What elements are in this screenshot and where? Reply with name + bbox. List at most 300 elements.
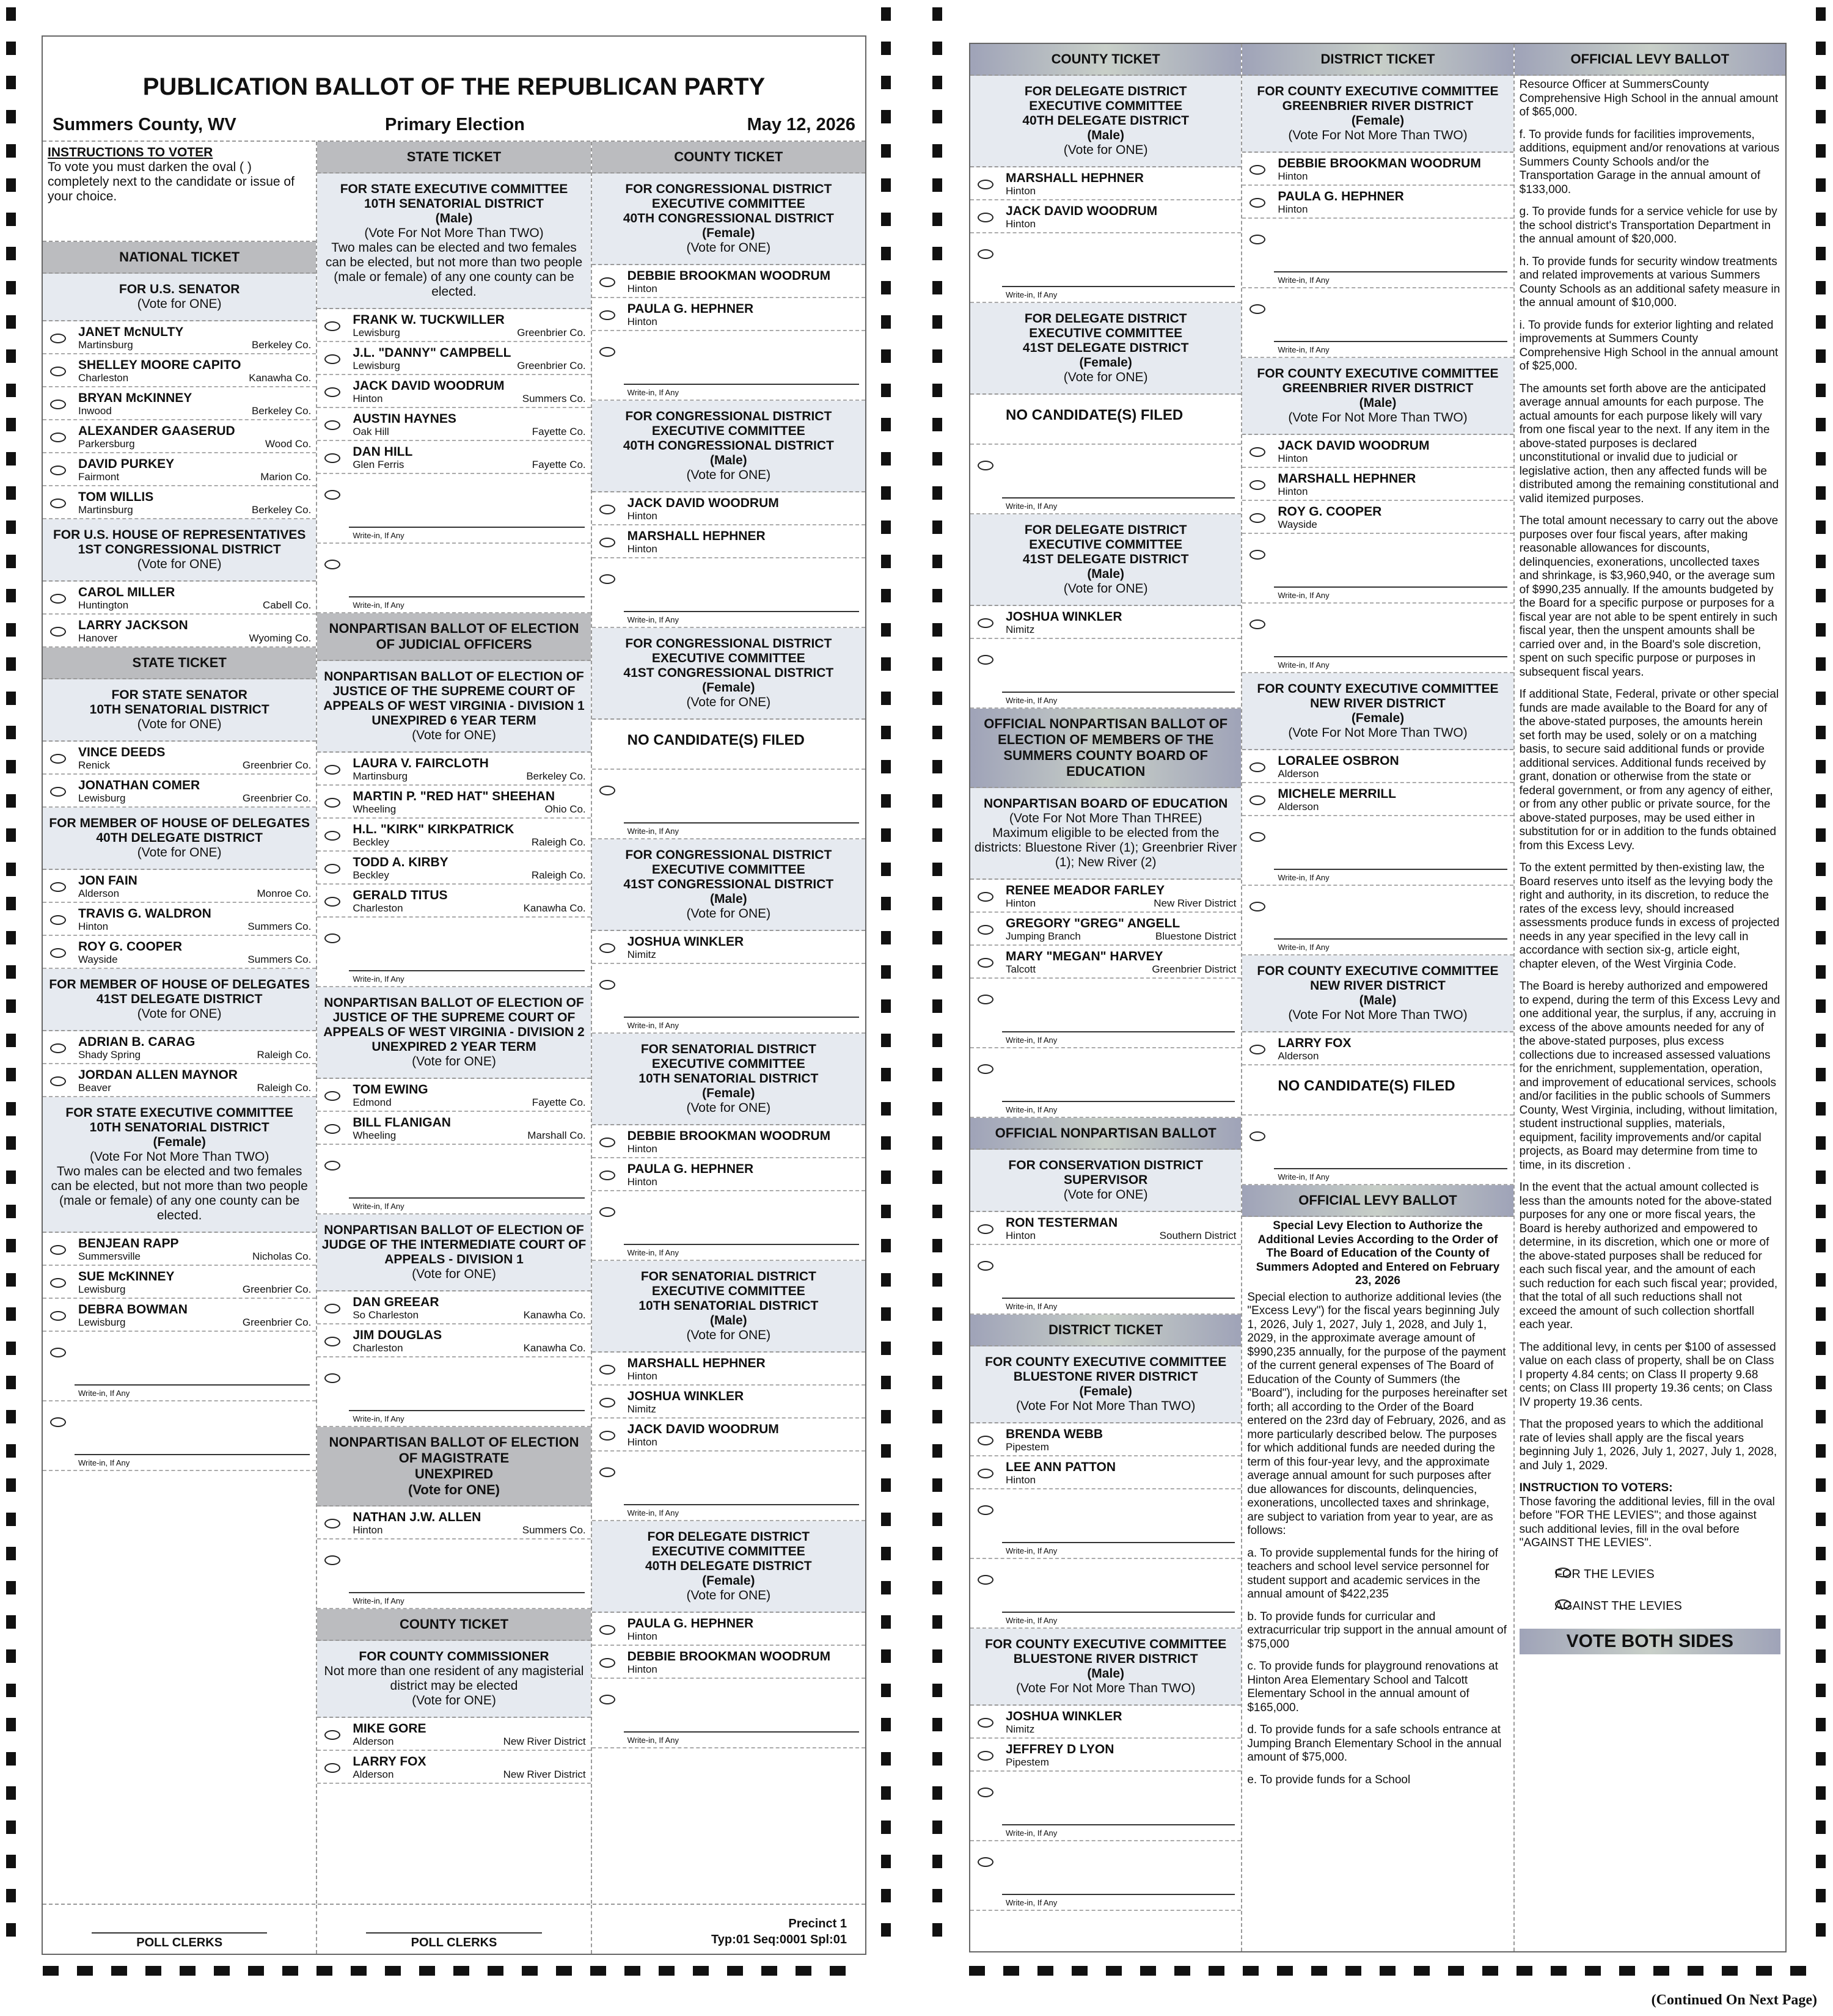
write-in-line[interactable]: [1274, 938, 1507, 940]
timing-mark: [282, 1966, 298, 1976]
candidate-row[interactable]: [970, 1456, 1241, 1489]
vote-oval[interactable]: [978, 1751, 993, 1761]
vote-oval[interactable]: [50, 1076, 66, 1086]
candidate-county: New River District: [503, 1736, 586, 1747]
candidate-city: Alderson: [1278, 1050, 1319, 1062]
candidate-row[interactable]: [1242, 435, 1513, 468]
vote-oval[interactable]: [324, 1373, 340, 1383]
vote-oval[interactable]: [324, 1555, 340, 1565]
write-in-line[interactable]: [1002, 1101, 1235, 1102]
vote-oval[interactable]: [978, 213, 993, 222]
candidate-row[interactable]: [317, 309, 590, 342]
vote-oval[interactable]: [324, 321, 340, 331]
candidate-row[interactable]: [317, 1324, 590, 1357]
write-in-line[interactable]: [624, 611, 859, 612]
candidate-row[interactable]: [592, 1353, 865, 1386]
write-in-row[interactable]: [970, 1559, 1241, 1629]
candidate-row[interactable]: [43, 453, 316, 486]
candidate-row[interactable]: [43, 615, 316, 648]
office-title: NONPARTISAN BALLOT OF ELECTION OF JUDGE OF THE INTERMEDIATE COURT OF APPEALS - DIVISION 1: [321, 1223, 587, 1266]
candidate-row[interactable]: [317, 1079, 590, 1112]
vote-oval[interactable]: [324, 933, 340, 943]
timing-mark: [6, 7, 16, 21]
section-header: NATIONAL TICKET: [43, 242, 316, 274]
office-title: FOR U.S. SENATOR: [119, 282, 240, 296]
vote-oval[interactable]: [1249, 513, 1265, 523]
office-title-block: [592, 1261, 865, 1353]
candidate-row[interactable]: [970, 880, 1241, 913]
vote-oval[interactable]: [978, 1718, 993, 1728]
write-in-line[interactable]: [1002, 1542, 1235, 1543]
vote-oval[interactable]: [978, 249, 993, 259]
for-levies-choice[interactable]: [1520, 1559, 1780, 1591]
candidate-row[interactable]: [317, 408, 590, 441]
vote-oval[interactable]: [1249, 832, 1265, 842]
vote-oval[interactable]: [1249, 447, 1265, 457]
vote-oval[interactable]: [324, 897, 340, 907]
timing-mark: [6, 726, 16, 739]
vote-oval[interactable]: [978, 618, 993, 628]
candidate-row[interactable]: [43, 1233, 316, 1266]
timing-mark: [881, 1923, 891, 1937]
write-in-row[interactable]: [970, 1489, 1241, 1559]
candidate-city: Hinton: [627, 1436, 657, 1448]
timing-mark: [6, 931, 16, 944]
vote-oval[interactable]: [324, 864, 340, 874]
candidate-row[interactable]: [970, 913, 1241, 946]
candidate-row[interactable]: [43, 321, 316, 354]
timing-mark: [1174, 1966, 1190, 1976]
candidate-row[interactable]: [317, 1112, 590, 1145]
write-in-line[interactable]: [1002, 1612, 1235, 1613]
timing-mark: [881, 178, 891, 192]
candidate-row[interactable]: [970, 1212, 1241, 1245]
write-in-row[interactable]: [970, 445, 1241, 514]
candidate-row[interactable]: [1242, 750, 1513, 783]
vote-oval[interactable]: [599, 943, 615, 953]
vote-oval[interactable]: [599, 277, 615, 287]
section-header: NONPARTISAN BALLOT OF ELECTION OF JUDICIAL OFFICERS: [317, 613, 590, 661]
vote-oval[interactable]: [599, 980, 615, 990]
vote-oval[interactable]: [978, 1064, 993, 1074]
candidate-row[interactable]: [43, 486, 316, 519]
write-in-label: Write-in, If Any: [78, 1389, 130, 1398]
vote-oval[interactable]: [50, 334, 66, 343]
candidate-row[interactable]: [317, 786, 590, 819]
vote-oval[interactable]: [1249, 235, 1265, 244]
write-in-row[interactable]: [592, 1452, 865, 1521]
candidate-row[interactable]: [592, 1158, 865, 1191]
candidate-city: Hinton: [353, 393, 383, 404]
candidate-row[interactable]: [43, 387, 316, 420]
candidate-city: Hinton: [78, 921, 109, 932]
candidate-row[interactable]: [317, 375, 590, 408]
vote-oval[interactable]: [599, 1467, 615, 1477]
timing-mark: [6, 42, 16, 55]
candidate-county: Greenbrier Co.: [242, 1284, 312, 1295]
vote-oval[interactable]: [324, 1091, 340, 1101]
candidate-row[interactable]: [1242, 186, 1513, 219]
candidate-row[interactable]: [317, 342, 590, 375]
candidate-city: Lewisburg: [78, 1284, 126, 1295]
candidate-name: LAURA V. FAIRCLOTH: [353, 756, 489, 770]
vote-oval[interactable]: [50, 466, 66, 475]
candidate-row[interactable]: [317, 885, 590, 918]
candidate-row[interactable]: [317, 1751, 590, 1784]
timing-mark: [881, 794, 891, 808]
timing-mark: [932, 452, 942, 466]
ballot-column-4: [970, 44, 1242, 1951]
candidate-city: Jumping Branch: [1006, 930, 1081, 942]
vote-oval[interactable]: [978, 655, 993, 665]
vote-oval[interactable]: [50, 594, 66, 604]
timing-mark: [881, 452, 891, 466]
timing-mark: [932, 1889, 942, 1902]
vote-oval[interactable]: [324, 420, 340, 430]
candidate-row[interactable]: [1242, 783, 1513, 816]
timing-mark: [6, 897, 16, 910]
vote-oval[interactable]: [599, 347, 615, 357]
vote-oval[interactable]: [50, 1417, 66, 1427]
write-in-row[interactable]: [317, 1145, 590, 1214]
write-in-line[interactable]: [1002, 1894, 1235, 1895]
vote-oval[interactable]: [1249, 480, 1265, 490]
vote-oval[interactable]: [599, 310, 615, 320]
vote-oval[interactable]: [1249, 902, 1265, 911]
vote-oval[interactable]: [1249, 550, 1265, 560]
timing-mark: [111, 1966, 127, 1976]
candidate-row[interactable]: [592, 931, 865, 964]
write-in-line[interactable]: [349, 527, 584, 528]
write-in-line[interactable]: [1002, 692, 1235, 693]
vote-oval[interactable]: [50, 1311, 66, 1321]
vote-oval[interactable]: [599, 1365, 615, 1375]
candidate-name: MARSHALL HEPHNER: [627, 529, 766, 543]
candidate-city: Hinton: [627, 543, 657, 555]
vote-oval[interactable]: [324, 453, 340, 463]
vote-oval[interactable]: [1249, 1045, 1265, 1054]
write-in-label: Write-in, If Any: [1278, 276, 1330, 285]
vote-oval[interactable]: [599, 1625, 615, 1635]
write-in-row[interactable]: [592, 331, 865, 401]
candidate-row[interactable]: [43, 1031, 316, 1064]
candidate-row[interactable]: [970, 200, 1241, 233]
vote-oval[interactable]: [324, 490, 340, 500]
candidate-row[interactable]: [317, 1507, 590, 1539]
write-in-line[interactable]: [1274, 586, 1507, 588]
write-in-line[interactable]: [1002, 1031, 1235, 1032]
write-in-row[interactable]: [592, 1679, 865, 1748]
write-in-line[interactable]: [624, 1504, 859, 1505]
vote-oval[interactable]: [978, 995, 993, 1004]
write-in-row[interactable]: [970, 979, 1241, 1048]
vote-oval[interactable]: [1249, 619, 1265, 629]
office-title: FOR DELEGATE DISTRICT EXECUTIVE COMMITTEE 40TH DELEGATE DISTRICT (Male): [1022, 84, 1189, 142]
write-in-row[interactable]: [970, 233, 1241, 303]
section-header: OFFICIAL NONPARTISAN BALLOT: [970, 1118, 1241, 1150]
write-in-row[interactable]: [317, 544, 590, 613]
timing-mark: [1277, 1966, 1293, 1976]
against-levies-choice[interactable]: [1520, 1591, 1780, 1623]
write-in-row[interactable]: [1242, 288, 1513, 358]
timing-mark: [932, 1102, 942, 1116]
write-in-line[interactable]: [75, 1384, 310, 1386]
levy-paragraph: h. To provide funds for security window treatments and related improvements at various Summers County Schools as an additional safety measure in the annual amount of $10,000.: [1519, 255, 1780, 309]
vote-oval[interactable]: [324, 1730, 340, 1740]
write-in-row[interactable]: [43, 1332, 316, 1401]
vote-oval[interactable]: [599, 538, 615, 547]
vote-oval[interactable]: [50, 499, 66, 508]
write-in-row[interactable]: [1242, 219, 1513, 288]
vote-oval[interactable]: [1249, 165, 1265, 175]
write-in-line[interactable]: [1274, 271, 1507, 272]
vote-oval[interactable]: [50, 1278, 66, 1288]
write-in-line[interactable]: [624, 384, 859, 385]
candidate-row[interactable]: [317, 753, 590, 786]
timing-mark: [932, 7, 942, 21]
office-title-block: [317, 1214, 590, 1291]
write-in-row[interactable]: [970, 1245, 1241, 1315]
vote-oval[interactable]: [599, 1431, 615, 1441]
candidate-row[interactable]: [317, 441, 590, 474]
vote-oval[interactable]: [50, 1348, 66, 1357]
candidate-row[interactable]: [592, 1646, 865, 1679]
write-in-row[interactable]: [592, 1191, 865, 1261]
timing-mark: [932, 828, 942, 842]
timing-mark: [881, 1684, 891, 1697]
write-in-row[interactable]: [970, 1841, 1241, 1911]
candidate-row[interactable]: [1242, 468, 1513, 501]
write-in-row[interactable]: [1242, 1116, 1513, 1185]
vote-oval[interactable]: [978, 1575, 993, 1585]
vote-oval[interactable]: [1249, 795, 1265, 805]
candidate-row[interactable]: [317, 852, 590, 885]
office-title-block: [592, 401, 865, 492]
candidate-row[interactable]: [592, 265, 865, 298]
vote-oval[interactable]: [1249, 1131, 1265, 1141]
timing-mark: [1816, 247, 1826, 260]
candidate-row[interactable]: [43, 870, 316, 903]
vote-oval[interactable]: [50, 754, 66, 764]
vote-oval[interactable]: [599, 574, 615, 584]
vote-oval[interactable]: [324, 1124, 340, 1134]
vote-oval[interactable]: [978, 958, 993, 968]
vote-oval[interactable]: [50, 948, 66, 958]
timing-mark: [1816, 1923, 1826, 1937]
write-in-row[interactable]: [1242, 886, 1513, 955]
candidate-row[interactable]: [43, 354, 316, 387]
column-spacer: [317, 1784, 590, 1904]
write-in-line[interactable]: [349, 1592, 584, 1593]
write-in-line[interactable]: [1274, 869, 1507, 870]
office-instructions: (Vote For Not More Than TWO): [1016, 1399, 1196, 1413]
candidate-name: DEBBIE BROOKMAN WOODRUM: [627, 1129, 831, 1143]
candidate-city: Charleston: [78, 372, 129, 384]
write-in-line[interactable]: [349, 1197, 584, 1199]
vote-oval[interactable]: [599, 1171, 615, 1180]
vote-oval[interactable]: [324, 1337, 340, 1346]
vote-oval[interactable]: [978, 925, 993, 935]
write-in-line[interactable]: [624, 1244, 859, 1245]
write-in-line[interactable]: [1002, 1298, 1235, 1299]
candidate-row[interactable]: [43, 742, 316, 775]
timing-mark: [1209, 1966, 1224, 1976]
write-in-line[interactable]: [349, 596, 584, 597]
vote-oval[interactable]: [50, 882, 66, 892]
vote-oval[interactable]: [978, 1857, 993, 1867]
vote-oval[interactable]: [324, 1304, 340, 1313]
vote-oval[interactable]: [1249, 304, 1265, 314]
timing-mark: [881, 931, 891, 944]
write-in-row[interactable]: [43, 1401, 316, 1471]
vote-oval[interactable]: [324, 831, 340, 841]
candidate-row[interactable]: [1242, 1032, 1513, 1065]
candidate-row[interactable]: [592, 1419, 865, 1452]
candidate-row[interactable]: [970, 606, 1241, 639]
vote-oval[interactable]: [599, 505, 615, 514]
write-in-line[interactable]: [1002, 497, 1235, 499]
write-in-line[interactable]: [1002, 286, 1235, 287]
vote-oval[interactable]: [1249, 198, 1265, 208]
write-in-row[interactable]: [1242, 604, 1513, 673]
write-in-row[interactable]: [317, 1357, 590, 1427]
vote-oval[interactable]: [50, 433, 66, 442]
write-in-row[interactable]: [592, 558, 865, 628]
vote-oval[interactable]: [599, 1398, 615, 1408]
write-in-line[interactable]: [349, 1410, 584, 1411]
candidate-name: ROY G. COOPER: [78, 940, 182, 954]
candidate-row[interactable]: [592, 1386, 865, 1419]
vote-oval[interactable]: [599, 1138, 615, 1147]
candidate-row[interactable]: [317, 819, 590, 852]
candidate-row[interactable]: [43, 1299, 316, 1332]
vote-oval[interactable]: [1249, 762, 1265, 772]
vote-oval[interactable]: [324, 765, 340, 775]
write-in-row[interactable]: [970, 1772, 1241, 1841]
vote-oval[interactable]: [324, 560, 340, 569]
timing-mark: [932, 1068, 942, 1081]
vote-oval[interactable]: [50, 400, 66, 409]
candidate-row[interactable]: [317, 1718, 590, 1751]
vote-oval[interactable]: [50, 1245, 66, 1255]
write-in-line[interactable]: [75, 1454, 310, 1455]
timing-mark: [881, 1478, 891, 1492]
candidate-row[interactable]: [592, 1125, 865, 1158]
office-instructions: (Vote For Not More Than TWO): [1288, 1008, 1468, 1022]
candidate-row[interactable]: [592, 525, 865, 558]
write-in-row[interactable]: [970, 639, 1241, 709]
vote-oval[interactable]: [324, 354, 340, 364]
vote-oval[interactable]: [599, 786, 615, 795]
candidate-row[interactable]: [1242, 153, 1513, 186]
write-in-row[interactable]: [970, 1048, 1241, 1118]
vote-oval[interactable]: [324, 1519, 340, 1528]
candidate-row[interactable]: [970, 946, 1241, 979]
write-in-row[interactable]: [1242, 534, 1513, 604]
timing-mark: [881, 1649, 891, 1663]
vote-oval[interactable]: [599, 1207, 615, 1217]
candidate-row[interactable]: [592, 298, 865, 331]
write-in-label: Write-in, If Any: [1006, 1616, 1058, 1625]
candidate-row[interactable]: [43, 1266, 316, 1299]
vote-oval[interactable]: [50, 367, 66, 376]
vote-oval[interactable]: [324, 387, 340, 397]
vote-oval[interactable]: [978, 1788, 993, 1797]
vote-oval[interactable]: [978, 1261, 993, 1271]
candidate-county: Summers Co.: [522, 1524, 586, 1536]
levy-purpose-item: e. To provide funds for a School: [1247, 1773, 1411, 1786]
vote-oval[interactable]: [978, 1505, 993, 1515]
vote-oval[interactable]: [599, 1695, 615, 1704]
candidate-name: PAULA G. HEPHNER: [627, 302, 754, 316]
candidate-row[interactable]: [970, 1423, 1241, 1456]
write-in-row[interactable]: [317, 918, 590, 987]
candidate-row[interactable]: [1242, 501, 1513, 534]
timing-mark: [932, 384, 942, 397]
write-in-row[interactable]: [592, 770, 865, 839]
vote-oval[interactable]: [324, 1763, 340, 1773]
candidate-row[interactable]: [43, 420, 316, 453]
candidate-name: DEBBIE BROOKMAN WOODRUM: [627, 269, 831, 283]
candidate-row[interactable]: [970, 167, 1241, 200]
write-in-line[interactable]: [624, 822, 859, 824]
write-in-row[interactable]: [317, 1539, 590, 1609]
candidate-row[interactable]: [43, 582, 316, 615]
candidate-row[interactable]: [970, 1706, 1241, 1739]
timing-mark: [1816, 349, 1826, 363]
write-in-line[interactable]: [1002, 1824, 1235, 1825]
write-in-line[interactable]: [349, 970, 584, 971]
candidate-row[interactable]: [43, 1064, 316, 1097]
vote-oval[interactable]: [50, 787, 66, 797]
candidate-name: SHELLEY MOORE CAPITO: [78, 358, 241, 372]
vote-oval[interactable]: [50, 915, 66, 925]
vote-oval[interactable]: [978, 1436, 993, 1445]
candidate-row[interactable]: [970, 1739, 1241, 1772]
write-in-row[interactable]: [317, 474, 590, 544]
candidate-row[interactable]: [592, 1613, 865, 1646]
section-header: DISTRICT TICKET: [1242, 44, 1513, 76]
write-in-row[interactable]: [1242, 816, 1513, 886]
vote-oval[interactable]: [978, 180, 993, 189]
vote-oval[interactable]: [50, 627, 66, 637]
vote-oval[interactable]: [978, 1469, 993, 1478]
write-in-line[interactable]: [1274, 341, 1507, 342]
timing-mark: [881, 1615, 891, 1629]
timing-mark: [1816, 1068, 1826, 1081]
vote-oval[interactable]: [324, 798, 340, 808]
candidate-row[interactable]: [317, 1291, 590, 1324]
vote-oval[interactable]: [978, 1224, 993, 1234]
write-in-line[interactable]: [1274, 656, 1507, 657]
levy-paragraph: That the proposed years to which the additional rate of levies shall apply are the fiscal years beginning July 1, 2026, July 1, 2027, July 1, 2028, and July 1, 2029.: [1519, 1418, 1777, 1472]
candidate-row[interactable]: [43, 775, 316, 808]
write-in-line[interactable]: [624, 1731, 859, 1733]
candidate-row[interactable]: [43, 903, 316, 936]
timing-mark: [1816, 384, 1826, 397]
vote-oval[interactable]: [978, 892, 993, 902]
write-in-line[interactable]: [624, 1017, 859, 1018]
candidate-row[interactable]: [592, 492, 865, 525]
write-in-row[interactable]: [592, 964, 865, 1034]
write-in-line[interactable]: [1274, 1168, 1507, 1169]
vote-oval[interactable]: [978, 461, 993, 470]
vote-oval[interactable]: [324, 1161, 340, 1171]
vote-oval[interactable]: [599, 1658, 615, 1668]
candidate-row[interactable]: [43, 936, 316, 969]
office-title-block: [970, 788, 1241, 880]
vote-oval[interactable]: [50, 1043, 66, 1053]
